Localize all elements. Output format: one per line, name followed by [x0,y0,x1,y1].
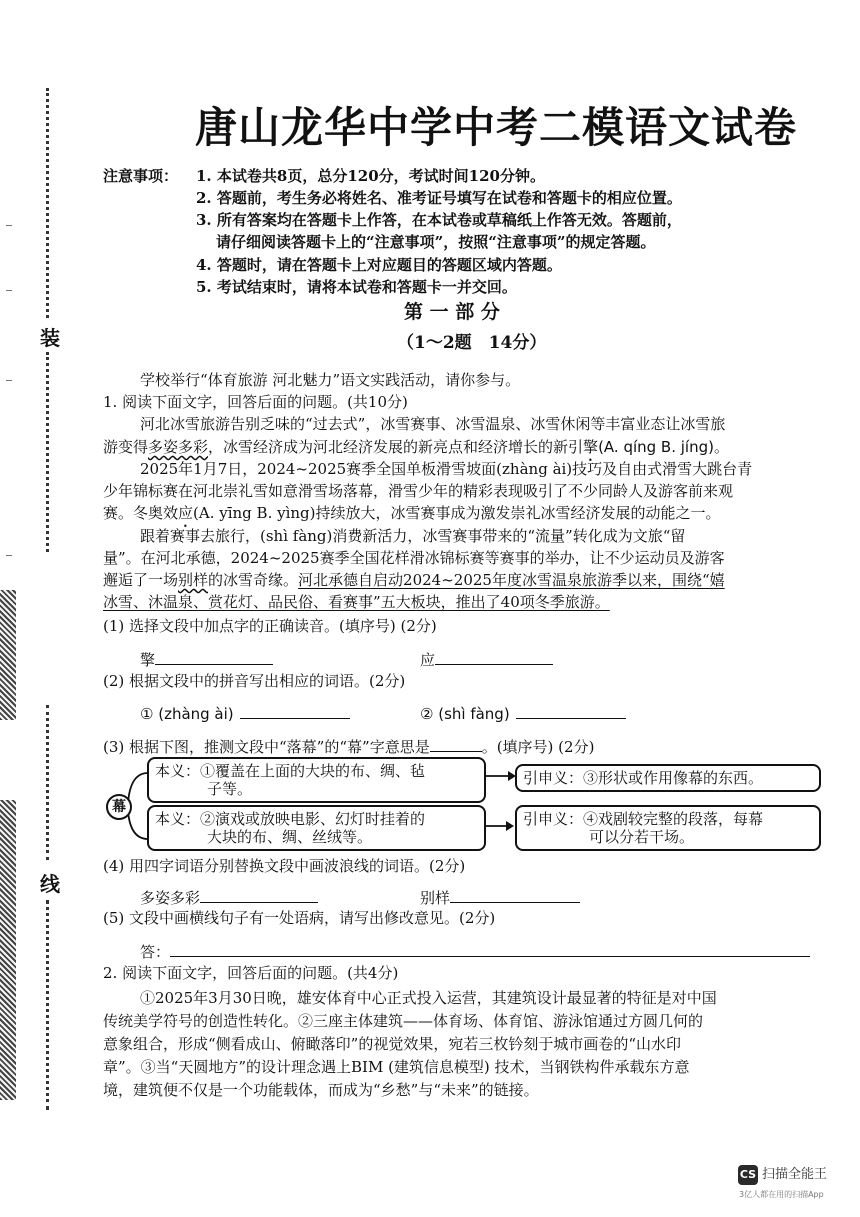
q1-sub1-answer-a [140,648,273,670]
answer-blank[interactable] [240,702,350,719]
diagram-text: 子等。 [207,780,253,798]
diagram-text: 本义：②演戏或放映电影、幻灯时挂着的 [155,810,426,828]
scan-edge-tick [6,555,12,556]
q1-sub2: (2) 根据文段中的拼音写出相应的词语。(2分) [103,672,406,690]
exam-title: 唐山龙华中学中考二模语文试卷 [195,103,798,152]
text-run: 邂逅了一场 [103,571,179,589]
notice-item-2: 2. 答题前，考生务必将姓名、准考证号填写在试卷和答题卡的相应位置。 [196,189,682,207]
q1-sub5-answer [140,940,810,962]
scan-edge-tick [6,380,12,381]
q1-sub5: (5) 文段中画横线句子有一处语病，请写出修改意见。(2分) [103,909,496,927]
diagram-box-extended-2 [515,805,821,851]
arrow-head [506,821,514,831]
scan-edge-tick [6,225,12,226]
q1-passage-line: 河北冰雪旅游告别乏味的“过去式”，冰雪赛事、冰雪温泉、冰雪休闲等丰富业态让冰雪旅 [140,415,726,433]
text-run: 游变得 [103,438,149,456]
q2-passage-line: 境，建筑便不仅是一个功能载体，而成为“乡愁”与“未来”的链接。 [103,1081,539,1099]
wavy-underlined-word: 别样 [178,571,209,589]
q1-sub1-answer-b [420,648,553,670]
scanner-app-name: 扫描全能王 [762,1167,828,1182]
notice-label: 注意事项： [103,167,179,185]
wavy-underlined-word: 多姿多彩 [148,438,209,456]
question-text: (3) 根据下图，推测文段中“落幕”的“幕”字意思是 [103,738,430,756]
q1-passage-line [103,570,725,590]
q1-sub4: (4) 用四字词语分别替换文段中画波浪线的词语。(2分) [103,857,466,875]
q2-passage-line: 意象组合，形成“侧看成山、俯瞰落印”的视觉效果，宛若三枚钤刻于城市画卷的“山水印 [103,1035,682,1053]
notice-item-5: 5. 考试结束时，请将本试卷和答题卡一并交回。 [196,278,517,296]
q1-passage-line: 2025年1月7日，2024~2025赛季全国单板滑雪坡面(zhàng ài)技巧及自由式滑雪大跳台青 [140,460,753,478]
scanner-app-tagline: 3亿人都在用的扫描App [739,1190,824,1199]
q2-passage-line: 章”。③当“天圆地方”的设计理念遇上BIM (建筑信息模型) 技术，当钢铁构件承载东方意 [103,1058,690,1076]
q1-sub4-answer-a [140,886,318,908]
connector-line [128,773,148,803]
answer-label: 擎 [140,651,156,669]
q1-passage-line: 量”。在河北承德，2024~2025赛季全国花样滑冰锦标赛等赛事的举办，让不少运动员及游客 [103,549,725,567]
part-heading: 第 一 部 分 [404,301,500,323]
answer-label: ① (zhàng ài) [140,705,234,723]
q1-sub2-answer-b [420,702,626,724]
q2-passage-line: 传统美学符号的创造性转化。②三座主体建筑——体育场、体育馆、游泳馆通过方圆几何的 [103,1012,704,1030]
answer-blank[interactable] [200,886,318,903]
q1-sub4-answer-b [420,886,580,908]
q2-passage-line: ①2025年3月30日晚，雄安体育中心正式投入运营，其建筑设计最显著的特征是对中国 [140,989,717,1007]
q1-sub3 [103,735,594,757]
part-intro: 学校举行“体育旅游 河北魅力”语文实践活动，请你参与。 [140,371,521,389]
scan-edge-shadow-top [0,590,16,720]
part-range: （1～2题 14分） [397,333,547,353]
diagram-text: 引申义：④戏剧较完整的段落，每幕 [523,810,764,828]
diagram-text: 引申义：③形状或作用像幕的东西。 [523,769,764,787]
binding-mark-xian: 线 [40,872,60,896]
q2-prompt: 2. 阅读下面文字，回答后面的问题。(共4分) [103,964,399,982]
connector-line [128,811,148,839]
binding-dotted-line-lower [46,705,49,860]
answer-blank[interactable] [435,648,553,665]
answer-blank[interactable] [155,648,273,665]
answer-label: 别样 [420,889,451,907]
q1-passage-line: 少年锦标赛在河北崇礼雪如意滑雪场落幕，滑雪少年的精彩表现吸引了不少同龄人及游客前来观 [103,482,734,500]
binding-dotted-line-mid [46,352,49,552]
text-run: 的冰雪奇缘。 [208,571,299,589]
scanner-app-logo: CS [738,1165,758,1185]
q1-prompt: 1. 阅读下面文字，回答后面的问题。(共10分) [103,393,408,411]
text-run: ，冰雪经济成为河北经济发展的新亮点和经济增长的新引 [208,438,584,456]
answer-blank[interactable] [516,702,626,719]
diagram-text: 本义：①覆盖在上面的大块的布、绸、毡 [155,762,426,780]
diagram-text: 大块的布、绸、丝绒等。 [207,828,373,846]
q1-sub1: (1) 选择文段中加点字的正确读音。(填序号) (2分) [103,617,437,635]
underlined-sentence: 河北承德自启动2024~2025年度冰雪温泉旅游季以来，围绕“嬉 [298,571,725,589]
answer-blank[interactable] [430,735,482,752]
notice-item-1: 1. 本试卷共8页，总分120分，考试时间120分钟。 [196,167,545,185]
answer-label: 答： [140,943,171,961]
answer-label: ② (shì fàng) [420,705,510,723]
binding-mark-zhuang: 装 [40,326,60,350]
notice-item-3: 3. 所有答案均在答题卡上作答，在本试卷或草稿纸上作答无效。答题前， [196,211,682,229]
notice-item-3-cont: 请仔细阅读答题卡上的“注意事项”，按照“注意事项”的规定答题。 [216,233,656,251]
pinyin-options: (A. qíng B. jíng)。 [598,438,729,456]
answer-blank[interactable] [450,886,580,903]
diagram-box-original-2 [147,805,486,851]
notice-item-4: 4. 答题时，请在答题卡上对应题目的答题区域内答题。 [196,256,562,274]
dotted-char: 应 [178,504,194,522]
q1-sub2-answer-a [140,702,350,724]
diagram-root-char: 幕 [112,799,126,815]
diagram-root-circle [106,794,132,820]
diagram-text: 可以分若干场。 [589,828,695,846]
text-run: 赛。冬奥效 [103,504,179,522]
binding-dotted-line-top [46,88,49,318]
diagram-box-extended-1 [515,764,821,792]
answer-label: 应 [420,651,436,669]
scan-edge-shadow-bottom [0,800,16,1100]
diagram-box-original-1 [147,757,486,803]
dotted-char: 擎 [583,438,599,456]
question-text: 。(填序号) (2分) [481,738,595,756]
text-run: (A. yīng B. yìng)持续放大，冰雪赛事成为激发崇礼冰雪经济发展的动能之一。 [193,504,721,522]
answer-label: 多姿多彩 [140,889,201,907]
binding-dotted-line-bottom [46,900,49,1110]
q1-passage-line: 跟着赛事去旅行，(shì fàng)消费新活力，冰雪赛事带来的“流量”转化成为文旅“留 [140,527,686,545]
underlined-sentence: 冰雪、沐温泉、赏花灯、品民俗、看赛事”五大板块，推出了40项冬季旅游。 [103,593,610,611]
answer-blank[interactable] [170,940,810,957]
scan-edge-tick [6,290,12,291]
